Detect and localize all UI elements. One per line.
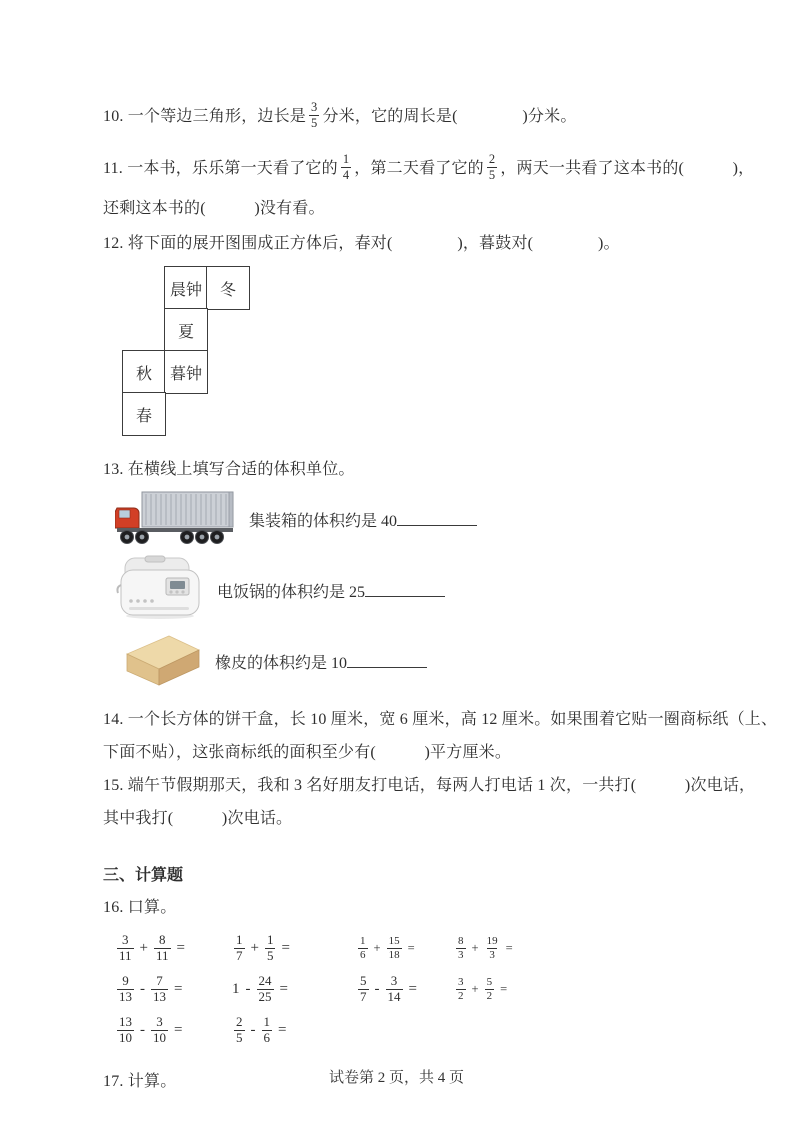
question-15-line2: 其中我打( )次电话。 <box>103 810 293 827</box>
operator: + <box>471 941 479 955</box>
operator: + <box>250 940 259 956</box>
fraction-numerator: 15 <box>388 935 400 948</box>
fraction-numerator: 8 <box>159 932 166 948</box>
operator: = <box>408 981 417 997</box>
fraction <box>456 935 466 961</box>
blank-underline <box>365 582 445 597</box>
volume-item-text: 橡皮的体积约是 10 <box>215 655 348 672</box>
calc-problem <box>356 928 454 969</box>
fraction-denominator: 5 <box>236 1030 243 1045</box>
operator: + <box>471 982 479 996</box>
question-15-line1: 15. 端午节假期那天，我和 3 名好朋友打电话，每两人打电话 1 次，一共打( )次电话， <box>103 777 756 794</box>
calc-problem <box>454 969 693 1010</box>
fraction <box>117 933 134 964</box>
net-cell: 冬 <box>206 266 250 310</box>
operator: + <box>373 941 381 955</box>
fraction <box>358 974 369 1005</box>
fraction-denominator: 7 <box>360 989 367 1004</box>
question-12: 12. 将下面的展开图围成正方体后，春对( )，暮鼓对( )。 <box>103 235 620 252</box>
fraction-denominator: 5 <box>488 167 496 182</box>
volume-item-label <box>215 650 427 673</box>
operator: - <box>250 1022 256 1038</box>
fraction <box>485 976 495 1002</box>
operator: = <box>281 940 290 956</box>
fraction-numerator: 1 <box>263 1014 270 1030</box>
fraction-denominator: 10 <box>119 1030 132 1045</box>
page-footer: 试卷第 2 页，共 4 页 <box>328 1070 464 1086</box>
volume-item-text: 电饭锅的体积约是 25 <box>217 584 366 601</box>
section-3-title: 三、计算题 <box>103 867 184 884</box>
blank-underline <box>347 653 427 668</box>
text-run: ，两天一共看了这本书的( )， <box>500 160 755 177</box>
fraction <box>154 933 171 964</box>
fraction-numerator: 3 <box>311 100 318 115</box>
question-16: 16. 口算。 <box>103 899 177 916</box>
question-13: 13. 在横线上填写合适的体积单位。 <box>103 461 355 478</box>
fraction-denominator: 6 <box>360 949 366 961</box>
fraction-denominator: 10 <box>153 1030 166 1045</box>
fraction <box>386 974 403 1005</box>
fraction-numerator: 3 <box>122 932 129 948</box>
whole-number: 1 <box>232 981 240 997</box>
fraction <box>387 935 402 961</box>
fraction-denominator: 5 <box>266 948 274 963</box>
fraction <box>341 152 351 182</box>
calc-problem <box>356 969 454 1010</box>
fraction <box>456 976 466 1002</box>
operator: - <box>140 1022 145 1038</box>
container-truck-image <box>115 488 237 551</box>
fraction-denominator: 13 <box>119 989 132 1004</box>
fraction-numerator: 1 <box>236 932 243 948</box>
net-cell: 秋 <box>122 350 166 394</box>
operator: = <box>174 1022 183 1038</box>
fraction-denominator: 3 <box>458 949 464 961</box>
fraction-numerator: 7 <box>156 973 163 989</box>
net-cell: 夏 <box>164 308 208 352</box>
operator: = <box>176 940 185 956</box>
fraction-numerator: 1 <box>266 932 274 948</box>
volume-item-truck <box>115 488 693 551</box>
fraction-numerator: 2 <box>236 1014 243 1030</box>
fraction <box>262 1015 273 1046</box>
operator: = <box>279 981 288 997</box>
operator: = <box>407 941 415 955</box>
fraction-denominator: 11 <box>156 948 169 963</box>
fraction <box>487 152 497 182</box>
calc-problem <box>454 928 693 969</box>
question-14-line1: 14. 一个长方体的饼干盒，长 10 厘米，宽 6 厘米，高 12 厘米。如果围着它贴一圈商标纸（上、 <box>103 711 778 728</box>
operator: = <box>505 941 513 955</box>
fraction <box>265 933 276 964</box>
operator: - <box>245 981 251 997</box>
text-run: 分米，它的周长是( )分米。 <box>322 108 577 125</box>
fraction-denominator: 5 <box>311 115 318 130</box>
volume-item-rice-cooker <box>115 555 693 626</box>
calc-problem <box>115 928 232 969</box>
fraction <box>485 935 500 961</box>
fraction-numerator: 1 <box>360 935 366 948</box>
fraction-numerator: 1 <box>342 152 350 167</box>
fraction-numerator: 9 <box>122 973 129 989</box>
fraction <box>358 935 368 961</box>
fraction-numerator: 8 <box>458 935 464 948</box>
calc-problem <box>115 1010 232 1051</box>
fraction <box>151 974 168 1005</box>
fraction-denominator: 2 <box>458 990 464 1002</box>
question-11-line1 <box>103 146 755 192</box>
calc-problem <box>232 928 356 969</box>
fraction-numerator: 3 <box>156 1014 163 1030</box>
fraction <box>309 100 319 130</box>
fraction <box>151 1015 168 1046</box>
question-11-line2: 还剩这本书的( )没有看。 <box>103 200 325 217</box>
blank-underline <box>397 511 477 526</box>
fraction-numerator: 3 <box>390 973 398 989</box>
operator: - <box>140 981 145 997</box>
fraction-numerator: 24 <box>258 973 272 989</box>
oral-calculation-grid <box>115 928 693 1051</box>
fraction-denominator: 13 <box>153 989 166 1004</box>
fraction-numerator: 2 <box>488 152 496 167</box>
net-cell: 暮钟 <box>164 350 208 394</box>
question-10 <box>103 94 693 140</box>
operator: = <box>500 982 508 996</box>
question-14-line2: 下面不贴），这张商标纸的面积至少有( )平方厘米。 <box>103 744 512 761</box>
fraction <box>117 974 134 1005</box>
operator: + <box>139 940 148 956</box>
fraction-numerator: 5 <box>360 973 367 989</box>
question-17: 17. 计算。 <box>103 1073 177 1090</box>
fraction-numerator: 5 <box>486 976 493 989</box>
volume-item-text: 集装箱的体积约是 40 <box>249 513 398 530</box>
operator: - <box>374 981 380 997</box>
operator: = <box>174 981 183 997</box>
fraction-denominator: 11 <box>119 948 132 963</box>
fraction-denominator: 25 <box>258 989 272 1004</box>
eraser-image <box>115 630 203 693</box>
text-run: 10. 一个等边三角形，边长是 <box>103 108 307 125</box>
fraction-numerator: 19 <box>486 935 498 948</box>
fraction-denominator: 3 <box>489 949 495 961</box>
net-cell: 春 <box>122 392 166 436</box>
volume-item-eraser <box>115 630 693 693</box>
fraction-denominator: 14 <box>387 989 401 1004</box>
calc-problem <box>115 969 232 1010</box>
operator: = <box>278 1022 287 1038</box>
text-run: ，第二天看了它的 <box>354 160 484 177</box>
fraction-numerator: 13 <box>119 1014 132 1030</box>
fraction-denominator: 2 <box>486 990 493 1002</box>
fraction-numerator: 3 <box>458 976 464 989</box>
cube-net-diagram <box>122 266 292 437</box>
calc-problem <box>232 1010 356 1051</box>
volume-item-label <box>249 508 477 531</box>
fraction-denominator: 4 <box>342 167 350 182</box>
fraction <box>234 933 245 964</box>
rice-cooker-image <box>115 555 205 626</box>
calc-problem <box>232 969 356 1010</box>
fraction-denominator: 18 <box>388 949 400 961</box>
fraction-denominator: 6 <box>263 1030 270 1045</box>
net-cell: 晨钟 <box>164 266 208 310</box>
fraction-denominator: 7 <box>236 948 243 963</box>
fraction <box>117 1015 134 1046</box>
fraction <box>234 1015 245 1046</box>
fraction <box>257 974 274 1005</box>
volume-item-label <box>217 579 445 602</box>
text-run: 11. 一本书，乐乐第一天看了它的 <box>103 160 338 177</box>
